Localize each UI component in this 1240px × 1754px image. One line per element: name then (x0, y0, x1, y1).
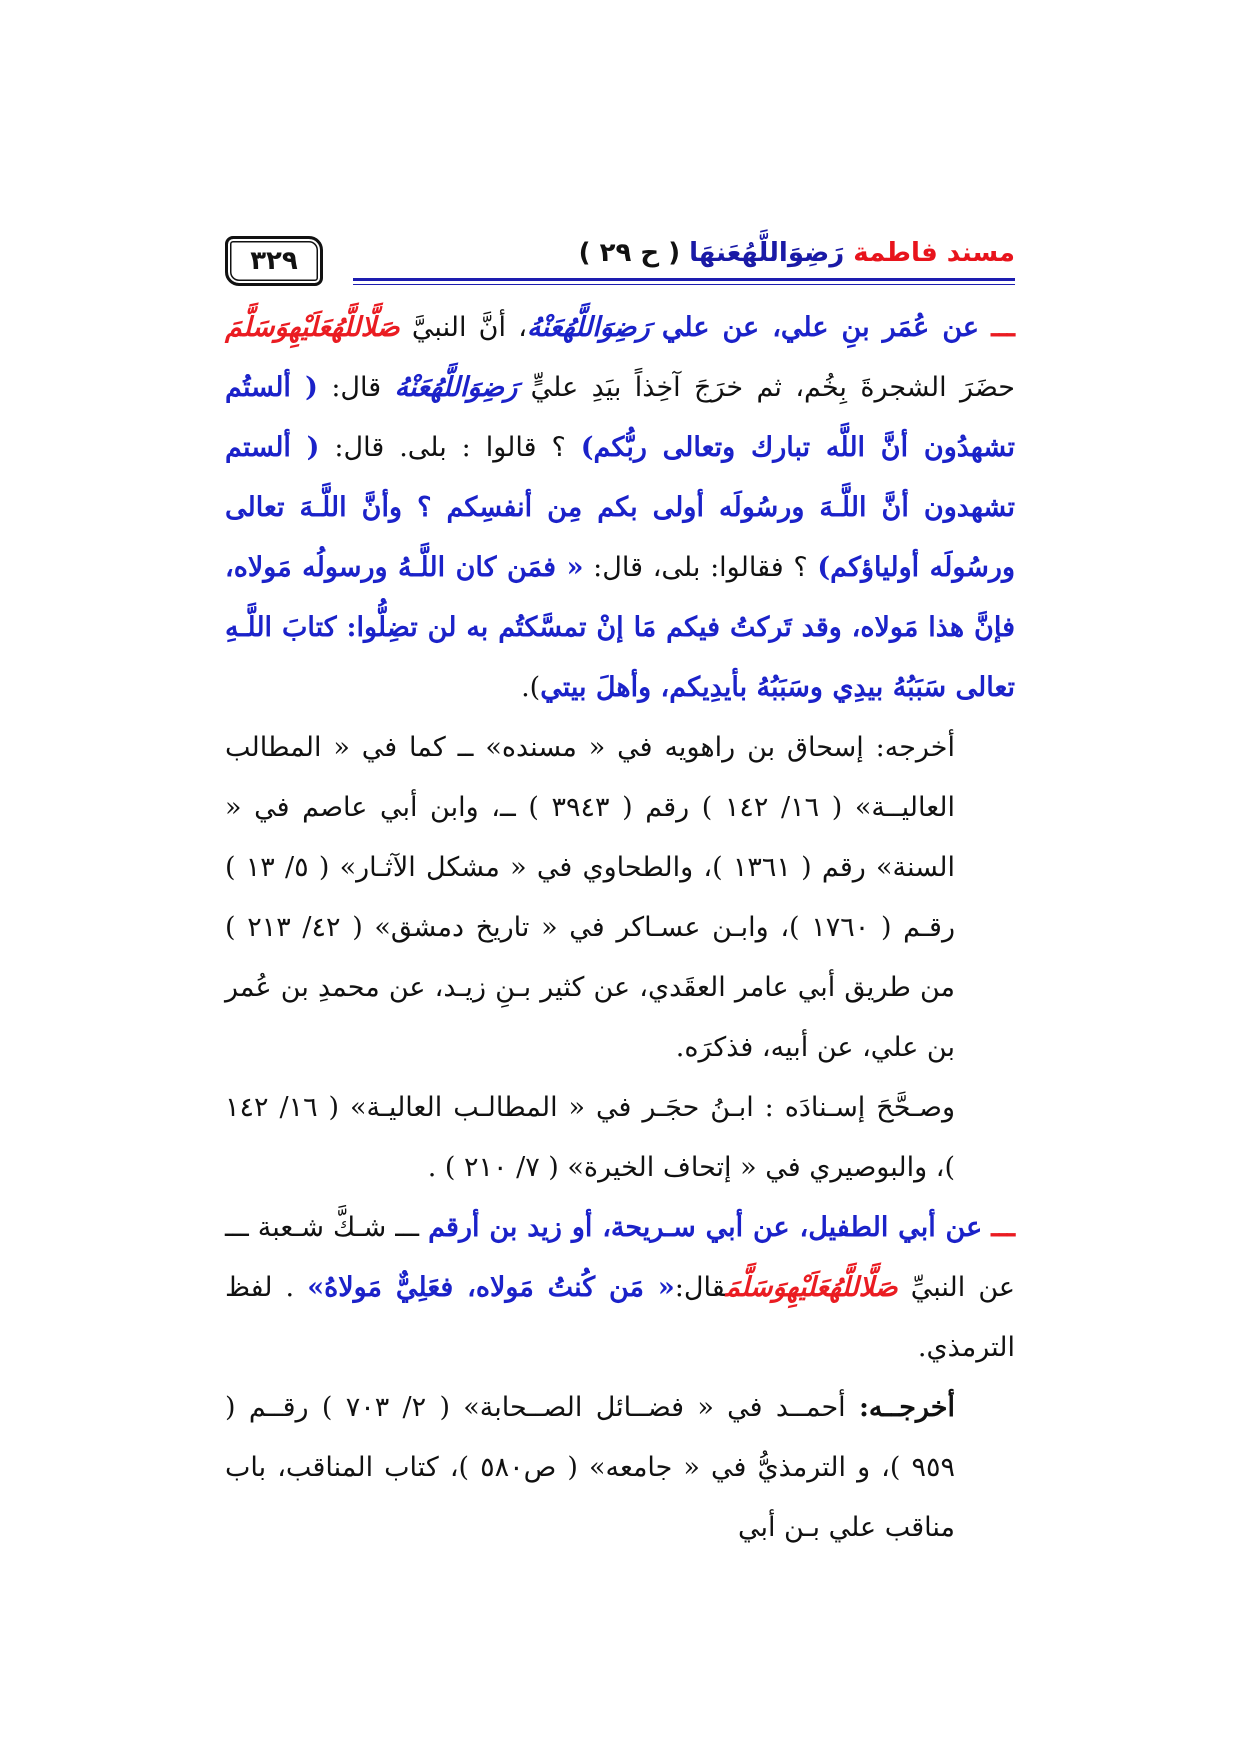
header-rule-thin (353, 284, 1015, 285)
honorific-ali: رَضِوَاللَّهُعَنْهُ (526, 312, 650, 343)
hadith-1-dash: ـــ (991, 312, 1015, 343)
hadith-2-text (225, 1198, 1015, 1378)
hadith-1-takhrij: أخرجه: إسحاق بن راهويه في « مسنده» ــ كما في « المطالب العاليــة» ( ١٦/ ١٤٢ ) رقم ( ٣٩٤٣ ) ــ، وابن أبي عاصم في « السنة» رقم ( ١٣٦١ )، والطحاوي في « مشكل الآثـار» ( ٥/ ١٣ ) رقـم ( ١٧٦٠ )، وابـن عسـاكر في « تاريخ دمشق» ( ٤٢/ ٢١٣ ) من طريق أبي عامر العقَدي، عن كثير بـنِ زيـد، عن محمدِ بن عُمر بن علي، عن أبيه، فذكرَه. (225, 732, 956, 1063)
page-number: ٣٢٩ (225, 236, 323, 286)
hadith-2-takhrij-text: أحمــد في « فضــائل الصــحابة» ( ٢/ ٧٠٣ ) رقــم ( ٩٥٩ )، و الترمذيُّ في « جامعه» ( ص٥٨٠ )، كتاب المناقب، باب مناقب علي بـن أبي (225, 1392, 955, 1543)
hadith-2-quote: « مَن كُنتُ مَولاه، فعَلِيٌّ مَولاهُ» (307, 1272, 675, 1303)
hadith-1-quote-2: ( ألستم تشهدون أنَّ اللَّـهَ ورسُولَه أولى بكم مِن أنفسِكم ؟ وأنَّ اللَّـهَ تعالى ورسُولَه أولياؤكم) (225, 432, 1015, 583)
honorific-prophet-2: صَلَّاللَّهُعَلَيْهِوَسَلَّمَ (725, 1272, 898, 1303)
hadith-2-chain: عن أبي الطفيل، عن أبي سـريحة، أو زيد بن أرقم (428, 1212, 983, 1243)
honorific-ali-2: رَضِوَاللَّهُعَنْهُ (394, 372, 518, 403)
hadith-1-t1: ، أنَّ النبيَّ (411, 312, 527, 343)
hadith-1-t5: ؟ فقالوا: بلى، قال: (593, 552, 808, 583)
title-hadith-number: ( ح ٢٩ ) (578, 238, 681, 268)
title-prefix: مسند فاطمة (853, 238, 1015, 268)
hadith-2-t1: ـــ شـكَّ شـعبة ـــ عن النبيِّ (225, 1212, 1015, 1303)
hadith-1-quote-3: « فمَن كان اللَّـهُ ورسولُه مَولاه، فإنَّ هذا مَولاه، وقد تَركتُ فيكم مَا إنْ تمسَّكتُم به لن تضِلُّوا: كتابَ اللَّـهِ تعالى سَبَبُهُ بيدِي وسَبَبُهُ بأيدِيكم، وأهلَ بيتي (225, 552, 1015, 703)
hadith-2-dash: ـــ (991, 1212, 1015, 1243)
page-header (225, 236, 1015, 286)
running-title (579, 238, 1015, 268)
hadith-1-t4: ؟ قالوا : بلى. قال: (334, 432, 566, 463)
hadith-1-t3: قال: (331, 372, 382, 403)
hadith-1-chain: عن عُمَر بنِ علي، عن علي (661, 312, 979, 343)
header-rule (353, 278, 1015, 281)
title-honorific: رَضِوَاللَّهُعَنهَا (689, 238, 845, 268)
hadith-1-t6: ). (521, 672, 541, 703)
hadith-1-tashih: وصـحَّحَ إسـنادَه : ابـنُ حجَـر في « المطالـب العاليـة» ( ١٦/ ١٤٢ )، والبوصيري في « إتحاف الخيرة» ( ٧/ ٢١٠ ) . (225, 1092, 955, 1183)
hadith-2-t2: قال: (674, 1272, 726, 1303)
page-body (225, 298, 1015, 1558)
hadith-2-t3: . لفظ الترمذي. (225, 1272, 1015, 1363)
honorific-prophet: صَلَّاللَّهُعَلَيْهِوَسَلَّمَ (225, 312, 400, 343)
hadith-2-takhrij (225, 1378, 1015, 1558)
hadith-1-text (225, 298, 1015, 718)
hadith-1-t2: حضَرَ الشجرةَ بِخُم، ثم خرَجَ آخِذاً بيَدِ عليٍّ (530, 372, 1015, 403)
hadith-2-takhrij-label: أخرجــه: (858, 1392, 955, 1423)
hadith-1-quote-1: ( ألستُم تشهدُون أنَّ اللَّه تبارك وتعالى ربُّكم) (225, 372, 1015, 463)
